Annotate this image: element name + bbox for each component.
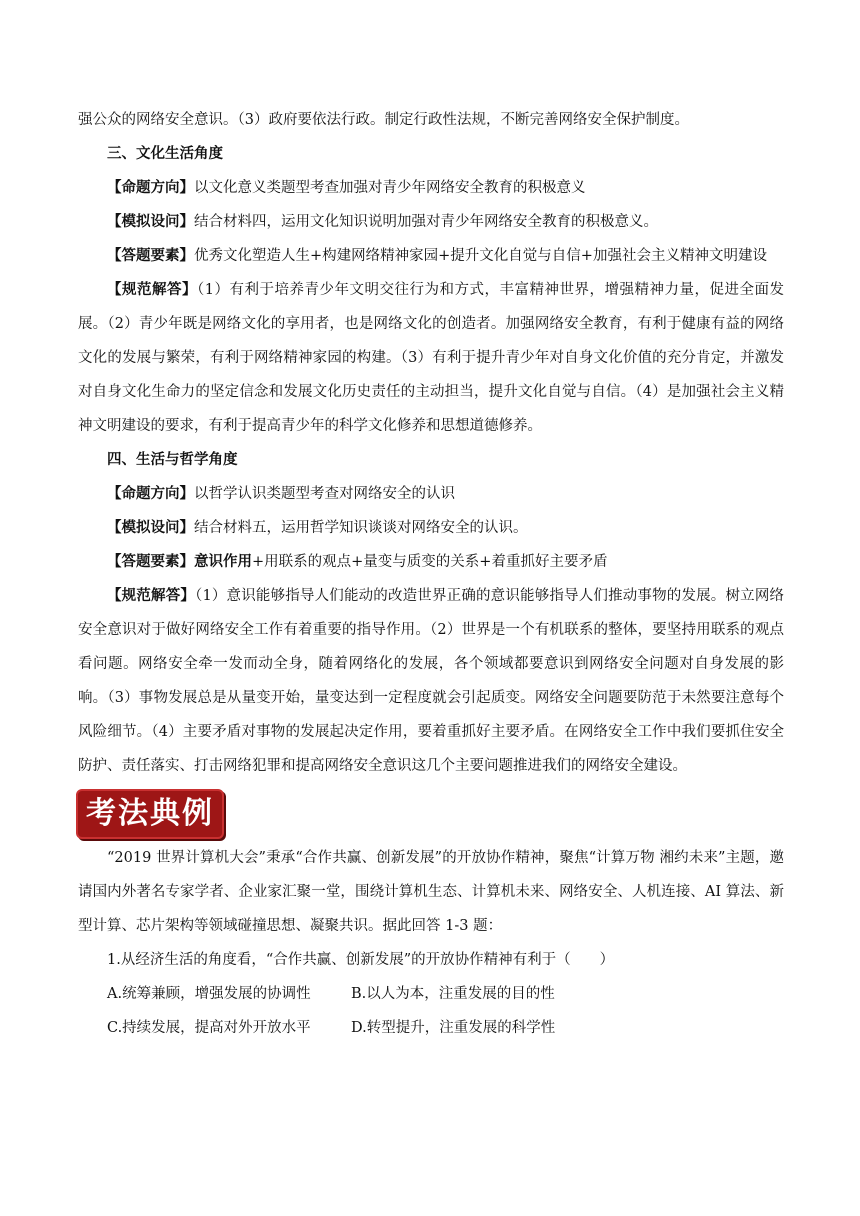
options-row (78, 977, 784, 1011)
text: +用联系的观点+量变与质变的关系+着重抓好主要矛盾 (252, 554, 608, 570)
options-row (78, 1011, 784, 1045)
section-banner: 考法典例 (76, 789, 224, 839)
label: 【答题要素】 (107, 247, 194, 264)
option-b: B.以人为本，注重发展的目的性 (351, 986, 555, 1002)
document-body (78, 103, 784, 1045)
elements-line (78, 545, 784, 579)
option-a: A.统筹兼顾，增强发展的协调性 (107, 986, 311, 1002)
text: 优秀文化塑造人生+构建网络精神家园+提升文化自觉与自信+加强社会主义精神文明建设 (194, 248, 767, 264)
label: 【规范解答】 (107, 281, 198, 298)
question-line (78, 205, 784, 239)
text: 结合材料五，运用哲学知识谈谈对网络安全的认识。 (194, 520, 528, 536)
direction-line (78, 477, 784, 511)
label: 【命题方向】 (107, 485, 194, 502)
option-c: C.持续发展，提高对外开放水平 (107, 1020, 311, 1036)
text: 以文化意义类题型考查加强对青少年网络安全教育的积极意义 (194, 180, 586, 196)
text: 以哲学认识类题型考查对网络安全的认识 (194, 486, 455, 502)
section-heading-culture: 三、文化生活角度 (107, 145, 223, 162)
label: 【模拟设问】 (107, 519, 194, 536)
intro-paragraph: “2019 世界计算机大会”秉承“合作共赢、创新发展”的开放协作精神，聚焦“计算万物 湘约未来”主题，邀请国内外著名专家学者、企业家汇聚一堂，围绕计算机生态、计算机未来、网络安全、人机连接、AI 算法、新型计算、芯片架构等领域碰撞思想、凝聚共识。据此回答 1-3 题： (78, 850, 784, 934)
label: 【命题方向】 (107, 179, 194, 196)
answer-paragraph (78, 273, 784, 443)
text: （1）意识能够指导人们能动的改造世界正确的意识能够指导人们推动事物的发展。树立网络安全意识对于做好网络安全工作有着重要的指导作用。（2）世界是一个有机联系的整体，要坚持用联系的观点看问题。网络安全牵一发而动全身，随着网络化的发展，各个领域都要意识到网络安全问题对自身发展的影响。（3）事物发展总是从量变开始，量变达到一定程度就会引起质变。网络安全问题要防范于未然要注意每个风险细节。（4）主要矛盾对事物的发展起决定作用，要着重抓好主要矛盾。在网络安全工作中我们要抓住安全防护、责任落实、打击网络犯罪和提高网络安全意识这几个主要问题推进我们的网络安全建设。 (78, 588, 784, 774)
direction-line (78, 171, 784, 205)
label: 【模拟设问】 (107, 213, 194, 230)
paragraph: 强公众的网络安全意识。（3）政府要依法行政。制定行政性法规，不断完善网络安全保护制度。 (78, 112, 689, 128)
label: 【规范解答】 (107, 587, 196, 604)
question-stem: 1.从经济生活的角度看，“合作共赢、创新发展”的开放协作精神有利于（ ） (107, 952, 615, 968)
option-d: D.转型提升，注重发展的科学性 (351, 1020, 556, 1036)
answer-paragraph (78, 579, 784, 783)
section-heading-philosophy: 四、生活与哲学角度 (107, 451, 238, 468)
text-bold: 意识作用 (194, 553, 252, 570)
label: 【答题要素】 (107, 553, 194, 570)
text: （1）有利于培养青少年文明交往行为和方式，丰富精神世界，增强精神力量，促进全面发展。（2）青少年既是网络文化的享用者，也是网络文化的创造者。加强网络安全教育，有利于健康有益的网络文化的发展与繁荣，有利于网络精神家园的构建。（3）有利于提升青少年对自身文化价值的充分肯定，并激发对自身文化生命力的坚定信念和发展文化历史责任的主动担当，提升文化自觉与自信。（4）是加强社会主义精神文明建设的要求，有利于提高青少年的科学文化修养和思想道德修养。 (78, 282, 785, 434)
question-line (78, 511, 784, 545)
text: 结合材料四，运用文化知识说明加强对青少年网络安全教育的积极意义。 (194, 214, 658, 230)
elements-line (78, 239, 784, 273)
